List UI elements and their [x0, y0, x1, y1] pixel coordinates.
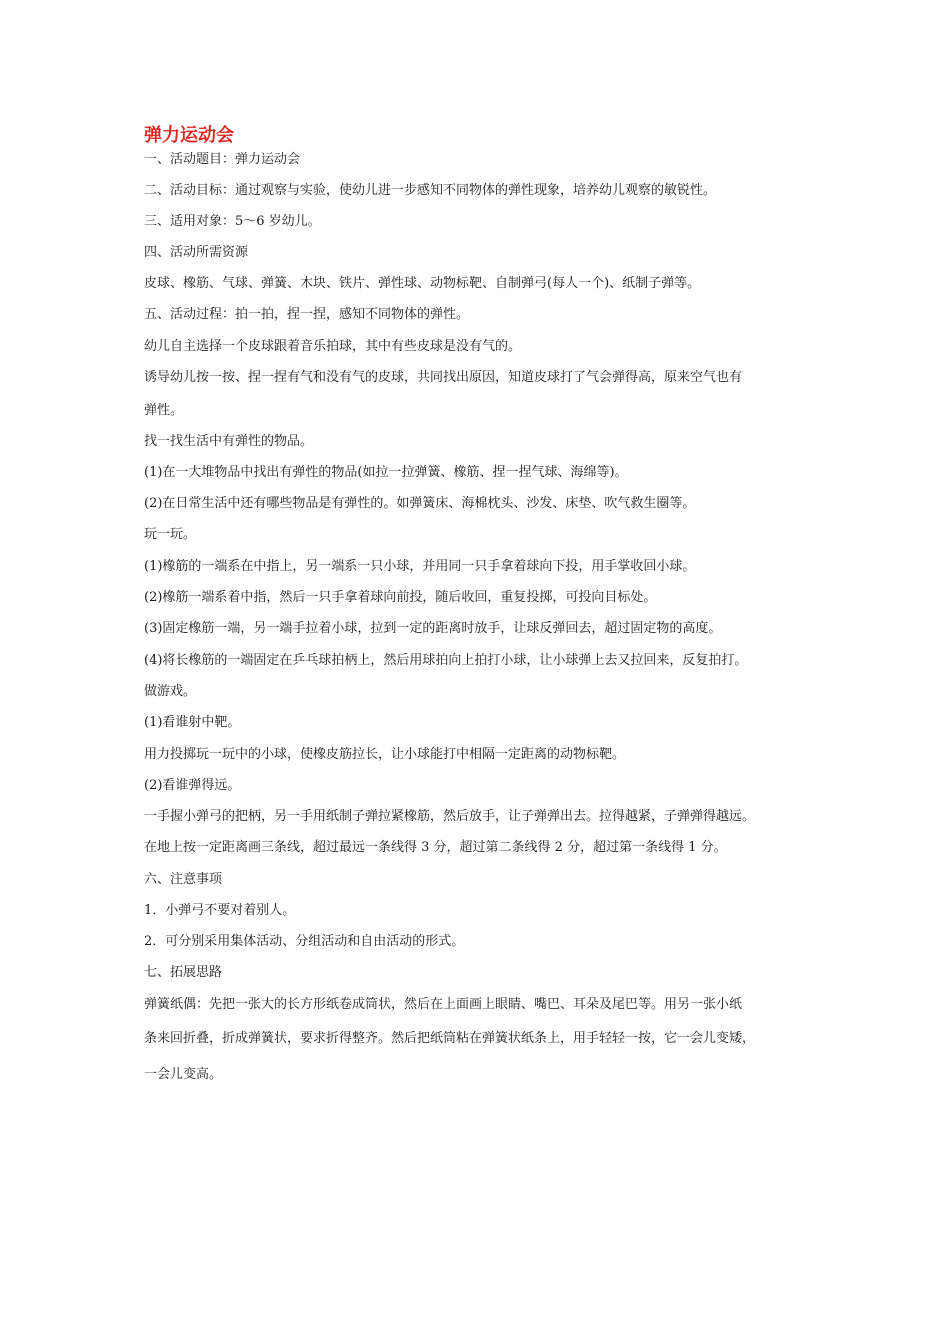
text-line: 找一找生活中有弹性的物品。 [144, 434, 314, 449]
text-line: (3)固定橡筋一端，另一端手拉着小球，拉到一定的距离时放手，让球反弹回去，超过固定物的高度。 [144, 621, 722, 636]
text-line: (1)看谁射中靶。 [144, 715, 241, 730]
text-line: 弹性。 [144, 403, 184, 418]
text-line: 诱导幼儿按一按、捏一捏有气和没有气的皮球，共同找出原因，知道皮球打了气会弹得高，原来空气也有 [144, 370, 743, 385]
text-line: 用力投掷玩一玩中的小球，使橡皮筋拉长，让小球能打中相隔一定距离的动物标靶。 [144, 747, 626, 762]
text-line: (2)看谁弹得远。 [144, 778, 241, 793]
text-line: 在地上按一定距离画三条线，超过最远一条线得 3 分，超过第二条线得 2 分，超过第一条线得 1 分。 [144, 840, 727, 855]
text-line: 一会儿变高。 [144, 1067, 223, 1082]
text-line: (2)橡筋一端系着中指，然后一只手拿着球向前投，随后收回，重复投掷，可投向目标处。 [144, 590, 657, 605]
text-line: 七、拓展思路 [144, 965, 223, 980]
text-line: 四、活动所需资源 [144, 245, 249, 260]
text-line: 1．小弹弓不要对着别人。 [144, 903, 296, 918]
text-line: (1)在一大堆物品中找出有弹性的物品(如拉一拉弹簧、橡筋、捏一捏气球、海绵等)。 [144, 465, 628, 480]
text-line: (4)将长橡筋的一端固定在乒乓球拍柄上，然后用球拍向上拍打小球，让小球弹上去又拉回来，反复拍打。 [144, 653, 748, 668]
text-line: 一手握小弹弓的把柄，另一手用纸制子弹拉紧橡筋，然后放手，让子弹弹出去。拉得越紧，子弹弹得越远。 [144, 809, 756, 824]
text-line: 幼儿自主选择一个皮球跟着音乐拍球，其中有些皮球是没有气的。 [144, 339, 522, 354]
text-line: 条来回折叠，折成弹簧状，要求折得整齐。然后把纸筒粘在弹簧状纸条上，用手轻轻一按，它一会儿变矮， [144, 1031, 756, 1046]
text-line: 弹簧纸偶：先把一张大的长方形纸卷成筒状，然后在上面画上眼睛、嘴巴、耳朵及尾巴等。用另一张小纸 [144, 997, 743, 1012]
text-line: 五、活动过程：拍一拍，捏一捏，感知不同物体的弹性。 [144, 307, 470, 322]
text-line: 六、注意事项 [144, 872, 223, 887]
text-line: 皮球、橡筋、气球、弹簧、木块、铁片、弹性球、动物标靶、自制弹弓(每人一个)、纸制子弹等。 [144, 276, 701, 291]
text-line: 玩一玩。 [144, 527, 197, 542]
document-title: 弹力运动会 [144, 125, 234, 146]
text-line: 2．可分别采用集体活动、分组活动和自由活动的形式。 [144, 934, 465, 949]
text-line: 做游戏。 [144, 684, 197, 699]
text-line: (1)橡筋的一端系在中指上，另一端系一只小球，并用同一只手拿着球向下投，用手掌收回小球。 [144, 559, 696, 574]
text-line: 一、活动题目：弹力运动会 [144, 152, 301, 167]
text-line: 三、适用对象：5～6 岁幼儿。 [144, 214, 321, 229]
text-line: (2)在日常生活中还有哪些物品是有弹性的。如弹簧床、海棉枕头、沙发、床垫、吹气救生圈等。 [144, 496, 696, 511]
text-line: 二、活动目标：通过观察与实验，使幼儿进一步感知不同物体的弹性现象，培养幼儿观察的敏锐性。 [144, 183, 717, 198]
